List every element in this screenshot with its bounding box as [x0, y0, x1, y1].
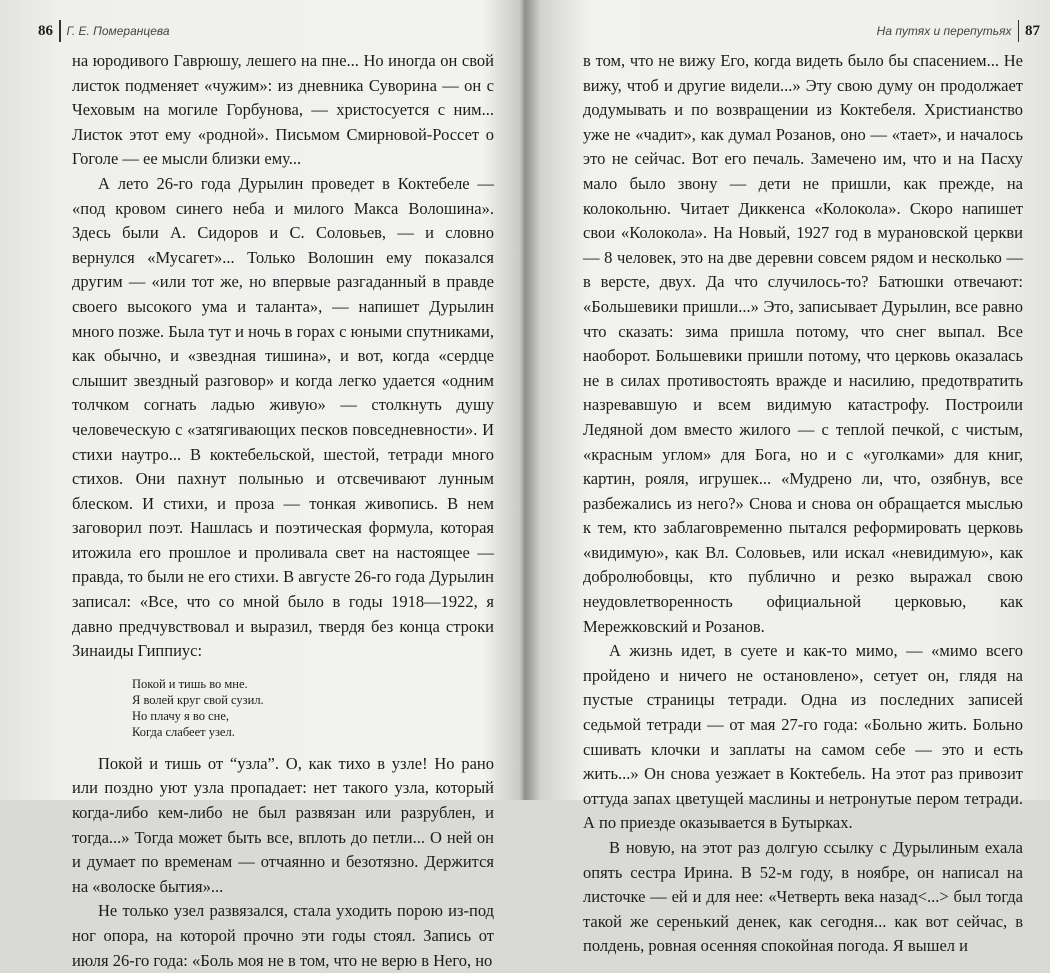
running-head: На путях и перепутьях [876, 24, 1012, 38]
left-page [0, 0, 525, 970]
right-page [525, 0, 1050, 956]
poem-line: Когда слабеет узел. [132, 724, 235, 739]
poem-line: Покой и тишь во мне. [132, 676, 248, 691]
paragraph: на юродивого Гаврюшу, лешего на пне... Но иногда он свой листок подменяет «чужим»: из дневника Суворина — он с Чеховым на могиле Горбунова, — христосуется с ним... Листок этот ему «родной». Письмом Смирновой-Россет о Гоголе — ее мысли близки ему... [72, 51, 494, 169]
paragraph: Покой и тишь от “узла”. О, как тихо в узле! Но рано или поздно уют узла пропадает: нет такого узла, который когда-либо кем-либо не был развязан или разрублен, и тогда...» Тогда может быть все, вплоть до петли... О ней он и думает по временам — отчаянно и безотязно. Держится на «волоске бытия»... [72, 753, 494, 896]
paragraph: В новую, на этот раз долгую ссылку с Дурылиным ехала опять сестра Ирина. В 52-м году, в ноябре, он написал на листочке — ей и для нее: «Четверть века назад<...> был тогда такой же серенький денек, как сегодня... как вот сейчас, в полдень, ровная осенняя спокойная погода. Я вышел и [583, 838, 1023, 956]
right-page-header [877, 20, 1040, 42]
running-head: Г. Е. Померанцева [66, 24, 170, 38]
left-page-text [72, 49, 494, 973]
poem-line: Но плачу я во сне, [132, 708, 230, 723]
left-page-header [38, 20, 170, 42]
paragraph: Не только узел развязался, стала уходить порою из-под ног опора, на которой прочно эти годы стоял. Запись от июля 26-го года: «Боль моя не в том, что не верю в Него, но [72, 901, 494, 970]
header-divider [1018, 20, 1020, 42]
right-page-text [583, 49, 1023, 959]
poem-quote [132, 676, 494, 740]
paragraph: в том, что не вижу Его, когда видеть было бы спасением... Не вижу, чтоб и другие видели...» Эту свою думу он продолжает додумывать и по возвращении из Коктебеля. Христианство уже не «чадит», как думал Розанов, оно — «тает», и началось это не сейчас. Вот его печаль. Замечено им, что и на Пасху мало было звону — дети не пришли, как прежде, на колокольню. Читает Диккенса «Колокола». Скоро напишет свои «Колокола». На Новый, 1927 год в мурановской церкви — 8 человек, это на две деревни совсем рядом и несколько — в версте, двух. Да что случилось-то? Батюшки отвечают: «Большевики пришли...» Это, записывает Дурылин, все равно что сказать: зима пришла потому, что снег выпал. Все наоборот. Большевики пришли потому, что церковь оказалась не в силах противостоять вражде и насилию, предотвратить назревавшую и всем видимую катастрофу. Построили Ледяной дом вместо жилого — с теплой печкой, с чистым, «красным углом» для Бога, но и с «уголками» для книг, картин, рояля, игрушек... «Мудрено ли, что, озябнув, все разбежались из него?» Снова и снова он обращается мыслью к тем, кто заблаговременно пытался реформировать церковь «видимую», как Вл. Соловьев, или искал «невидимую», как добролюбовцы, кто публично и резко выражал свою неудовлетворенность официальной церковью, как Мережковский и Розанов. [583, 51, 1023, 636]
header-divider [59, 20, 61, 42]
paragraph: А лето 26-го года Дурылин проведет в Коктебеле — «под кровом синего неба и милого Макса Волошина». Здесь были А. Сидоров и С. Соловьев, — и словно вернулся «Мусагет»... Только Волошин ему показался другим — «или тот же, но впервые разгаданный в правде своего высокого ума и таланта», — напишет Дурылин много позже. Была тут и ночь в горах с юными спутниками, как обычно, и «звездная тишина», и вот, когда «сердце слышит звездный разговор» и когда легко удается «одним толчком согнать ладью живую» — столкнуть душу человеческую с «затягивающих песков повседневности». И стихи наутро... В коктебельской, шестой, тетради много стихов. Они пахнут полынью и отсвечивают лунным блеском. И стихи, и проза — тонкая живопись. В нем заговорил поэт. Нашлась и поэтическая формула, которая итожила его прошлое и проливала свет на настоящее — правда, то были не его стихи. В августе 26-го года Дурылин записал: «Все, что со мной было в годы 1918—1922, я давно предчувствовал и выразил, твердя без конца строки Зинаиды Гиппиус: [72, 173, 495, 661]
poem-line: Я волей круг свой сузил. [132, 692, 264, 707]
page-number: 87 [1025, 22, 1040, 39]
paragraph: А жизнь идет, в суете и как-то мимо, — «мимо всего пройдено и ничего не остановлено», сетует он, глядя на пустые страницы тетради. Одна из последних записей седьмой тетради — от мая 27-го года: «Больно жить. Больно сшивать клочки и заплаты на самом себе — это и есть жить...» Он снова уезжает в Коктебель. На этот раз привозит оттуда запах цветущей маслины и нетронутые пером тетради. А по приезде оказывается в Бутырках. [583, 641, 1023, 833]
page-number: 86 [38, 22, 53, 39]
